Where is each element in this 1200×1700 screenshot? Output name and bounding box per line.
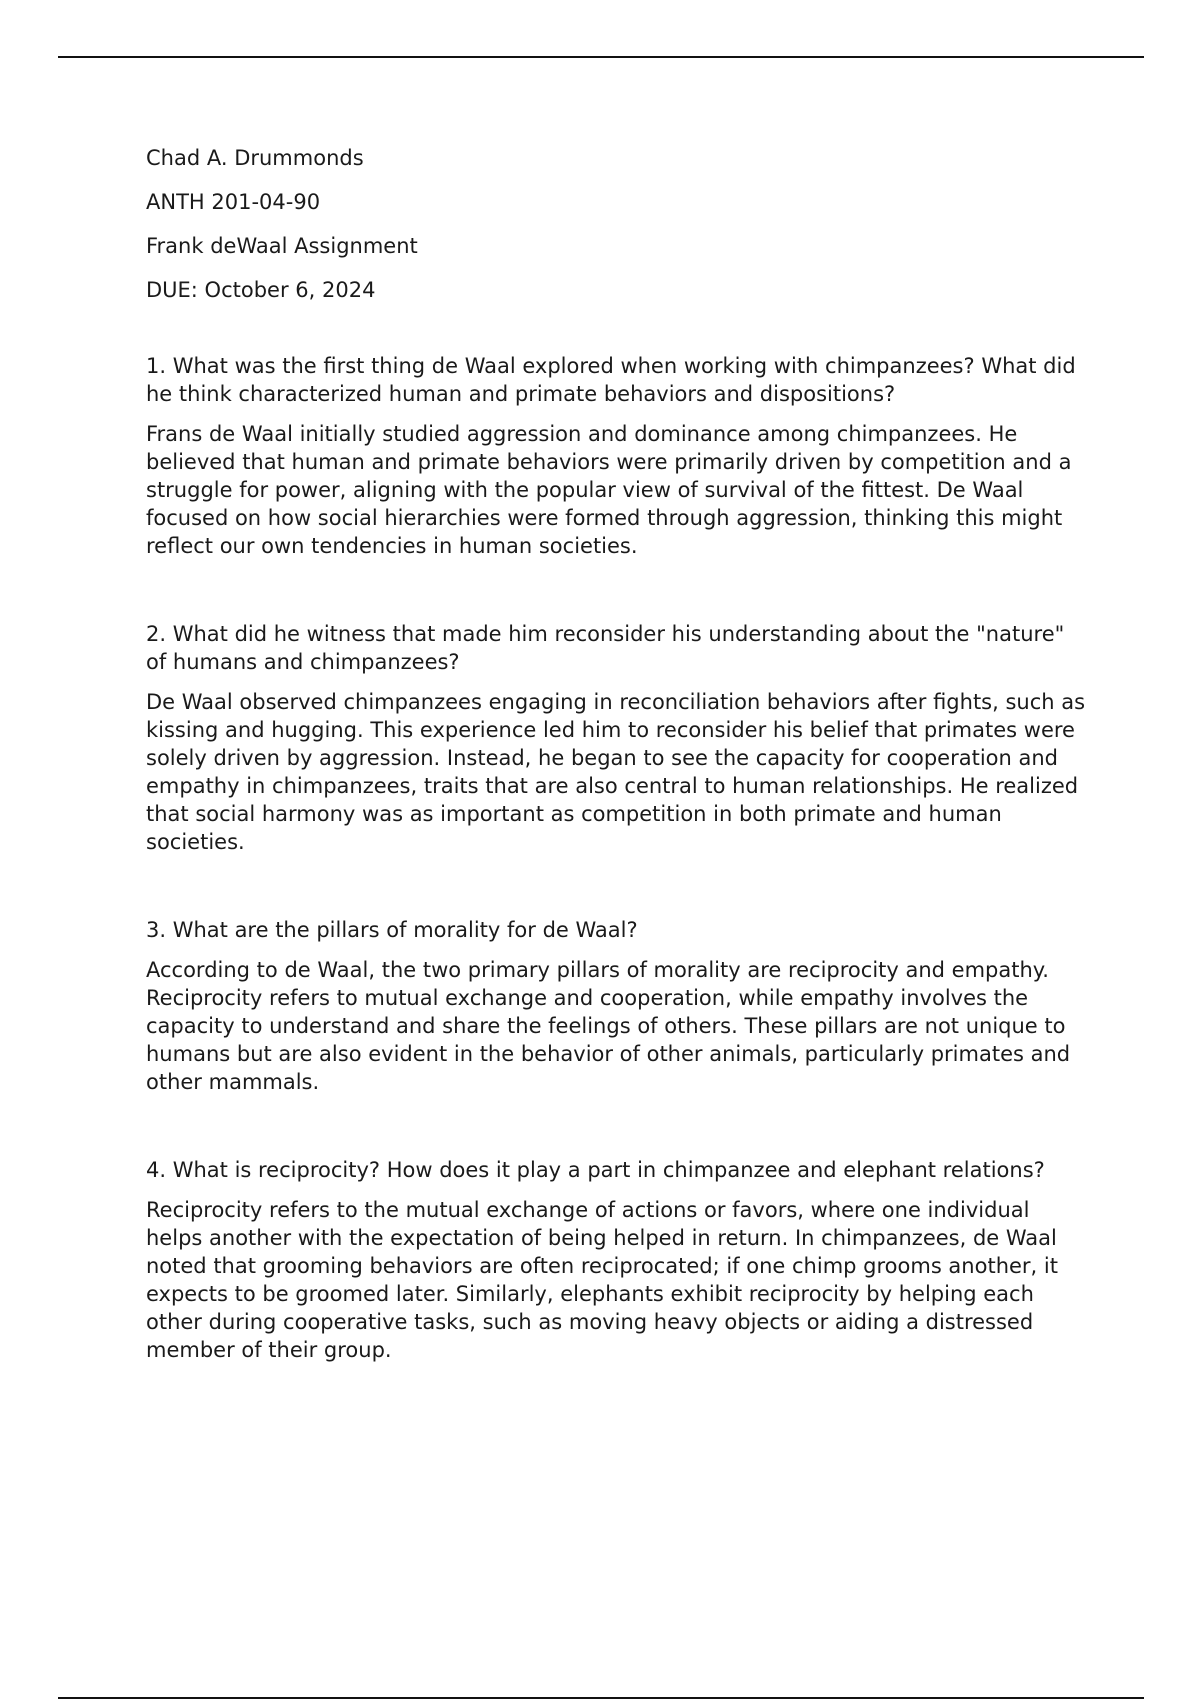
answer-1: Frans de Waal initially studied aggression and dominance among chimpanzees. He believed that human and primate behaviors were primarily driven by competition and a struggle for power, aligning with the popular view of survival of the fittest. De Waal focused on how social hierarchies were formed through aggression, thinking this might reflect our own tendencies in human societies.	[146, 422, 1072, 558]
qa-item-4	[146, 1156, 1086, 1364]
answer-4: Reciprocity refers to the mutual exchange of actions or favors, where one individual helps another with the expectation of being helped in return. In chimpanzees, de Waal noted that grooming behaviors are often reciprocated; if one chimp grooms another, it expects to be groomed later. Similarly, elephants exhibit reciprocity by helping each other during cooperative tasks, such as moving heavy objects or aiding a distressed member of their group.	[146, 1198, 1058, 1362]
question-2: 2. What did he witness that made him reconsider his understanding about the "nature" of humans and chimpanzees?	[146, 622, 1065, 674]
answer-2: De Waal observed chimpanzees engaging in reconciliation behaviors after fights, such as kissing and hugging. This experience led him to reconsider his belief that primates were solely driven by aggression. Instead, he began to see the capacity for cooperation and empathy in chimpanzees, traits that are also central to human relationships. He realized that social harmony was as important as competition in both primate and human societies.	[146, 690, 1086, 854]
question-1: 1. What was the first thing de Waal explored when working with chimpanzees? What did he think characterized human and primate behaviors and dispositions?	[146, 354, 1076, 406]
question-4: 4. What is reciprocity? How does it play a part in chimpanzee and elephant relations?	[146, 1158, 1045, 1182]
document-header	[146, 144, 1086, 304]
due-date: DUE: October 6, 2024	[146, 278, 376, 302]
qa-item-2	[146, 620, 1086, 856]
assignment-title: Frank deWaal Assignment	[146, 234, 418, 258]
top-rule	[58, 56, 1144, 58]
question-3: 3. What are the pillars of morality for de Waal?	[146, 918, 638, 942]
course-code: ANTH 201-04-90	[146, 190, 321, 214]
qa-item-1	[146, 352, 1086, 560]
qa-item-3	[146, 916, 1086, 1096]
answer-3: According to de Waal, the two primary pillars of morality are reciprocity and empathy. Reciprocity refers to mutual exchange and cooperation, while empathy involves the capacity to understand and share the feelings of others. These pillars are not unique to humans but are also evident in the behavior of other animals, particularly primates and other mammals.	[146, 958, 1071, 1094]
bottom-rule	[58, 1697, 1144, 1699]
author-name: Chad A. Drummonds	[146, 146, 364, 170]
document-body	[146, 144, 1086, 1424]
